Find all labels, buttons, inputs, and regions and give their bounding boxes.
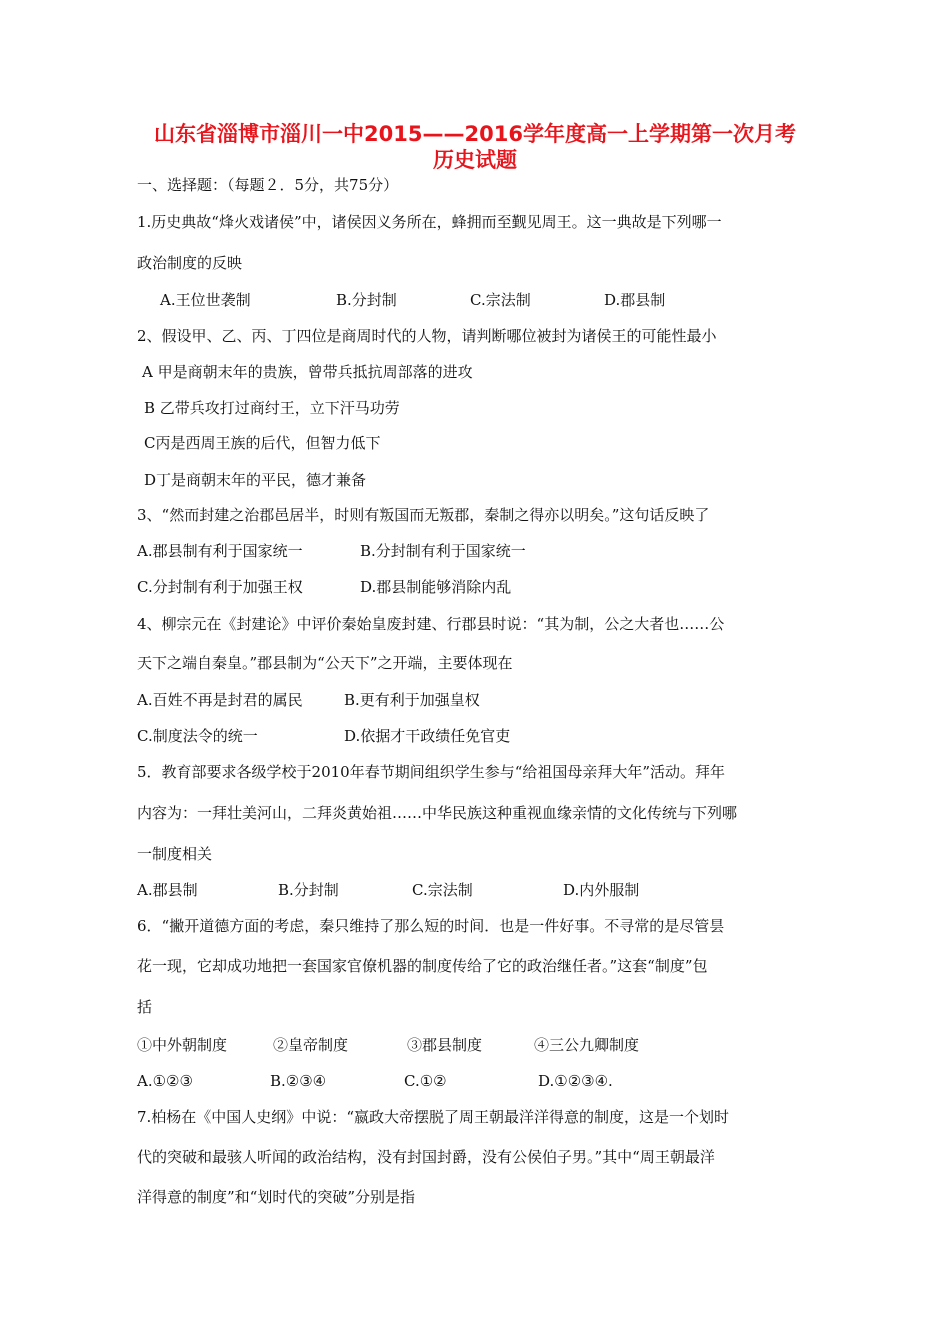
q6-item-3: ③郡县制度 (407, 1036, 483, 1054)
q5-stem-line1: 5．教育部要求各级学校于2010年春节期间组织学生参与“给祖国母亲拜大年”活动。拜年 (137, 763, 726, 781)
q6-item-2: ②皇帝制度 (273, 1036, 349, 1054)
q6-item-1: ①中外朝制度 (137, 1036, 228, 1054)
q5-option-d: D.内外服制 (563, 881, 640, 899)
q1-stem-line1: 1.历史典故“烽火戏诸侯”中，诸侯因义务所在，蜂拥而至觐见周王。这一典故是下列哪一 (137, 213, 722, 231)
q6-option-b: B.②③④ (270, 1072, 327, 1090)
q1-option-c: C.宗法制 (470, 291, 531, 309)
q1-option-a: A.王位世袭制 (160, 291, 251, 309)
q5-option-b: B.分封制 (278, 881, 339, 899)
q6-stem-line2: 花一现，它却成功地把一套国家官僚机器的制度传给了它的政治继任者。”这套“制度”包 (137, 957, 708, 975)
q2-option-b: B 乙带兵攻打过商纣王，立下汗马功劳 (144, 399, 400, 417)
q6-stem-line1: 6．“撇开道德方面的考虑，秦只维持了那么短的时间．也是一件好事。不寻常的是尽管昙 (137, 917, 725, 935)
q2-stem: 2、假设甲、乙、丙、丁四位是商周时代的人物，请判断哪位被封为诸侯王的可能性最小 (137, 327, 717, 345)
q5-option-c: C.宗法制 (412, 881, 473, 899)
q3-stem: 3、“然而封建之治郡邑居半，时则有叛国而无叛郡，秦制之得亦以明矣。”这句话反映了 (137, 506, 710, 524)
q2-option-a: A 甲是商朝末年的贵族，曾带兵抵抗周部落的进攻 (142, 363, 473, 381)
q6-option-c: C.①② (404, 1072, 447, 1090)
q1-option-d: D.郡县制 (604, 291, 666, 309)
q7-stem-line2: 代的突破和最骇人听闻的政治结构，没有封国封爵，没有公侯伯子男。”其中“周王朝最洋 (137, 1148, 715, 1166)
q4-option-a: A.百姓不再是封君的属民 (137, 691, 303, 709)
q4-stem-line2: 天下之端自秦皇。”郡县制为“公天下”之开端，主要体现在 (137, 654, 513, 672)
q6-stem-line3: 括 (137, 998, 153, 1016)
q4-option-d: D.依据才干政绩任免官吏 (344, 727, 511, 745)
q6-item-4: ④三公九卿制度 (534, 1036, 640, 1054)
q4-option-c: C.制度法令的统一 (137, 727, 258, 745)
q5-stem-line2: 内容为：一拜壮美河山，二拜炎黄始祖……中华民族这种重视血缘亲情的文化传统与下列哪 (137, 804, 738, 822)
q3-option-d: D.郡县制能够消除内乱 (360, 578, 512, 596)
section-heading: 一、选择题：（每题２．5分，共75分） (137, 176, 399, 194)
q6-option-d: D.①②③④. (538, 1072, 613, 1090)
q3-option-c: C.分封制有利于加强王权 (137, 578, 303, 596)
exam-title: 山东省淄博市淄川一中2015——2016学年度高一上学期第一次月考 (154, 122, 796, 146)
q4-stem-line1: 4、柳宗元在《封建论》中评价秦始皇废封建、行郡县时说：“其为制，公之大者也……公 (137, 615, 725, 633)
q3-option-b: B.分封制有利于国家统一 (360, 542, 526, 560)
q2-option-c: C丙是西周王族的后代，但智力低下 (144, 434, 381, 452)
q6-option-a: A.①②③ (137, 1072, 193, 1090)
exam-subtitle: 历史试题 (433, 148, 517, 172)
q2-option-d: D丁是商朝末年的平民，德才兼备 (144, 471, 367, 489)
q3-option-a: A.郡县制有利于国家统一 (137, 542, 303, 560)
q1-option-b: B.分封制 (336, 291, 397, 309)
q7-stem-line3: 洋得意的制度”和“划时代的突破”分别是指 (137, 1188, 416, 1206)
q4-option-b: B.更有利于加强皇权 (344, 691, 480, 709)
q1-stem-line2: 政治制度的反映 (137, 254, 243, 272)
q5-stem-line3: 一制度相关 (137, 845, 213, 863)
q7-stem-line1: 7.柏杨在《中国人史纲》中说：“嬴政大帝摆脱了周王朝最洋洋得意的制度，这是一个划时 (137, 1108, 729, 1126)
q5-option-a: A.郡县制 (137, 881, 198, 899)
